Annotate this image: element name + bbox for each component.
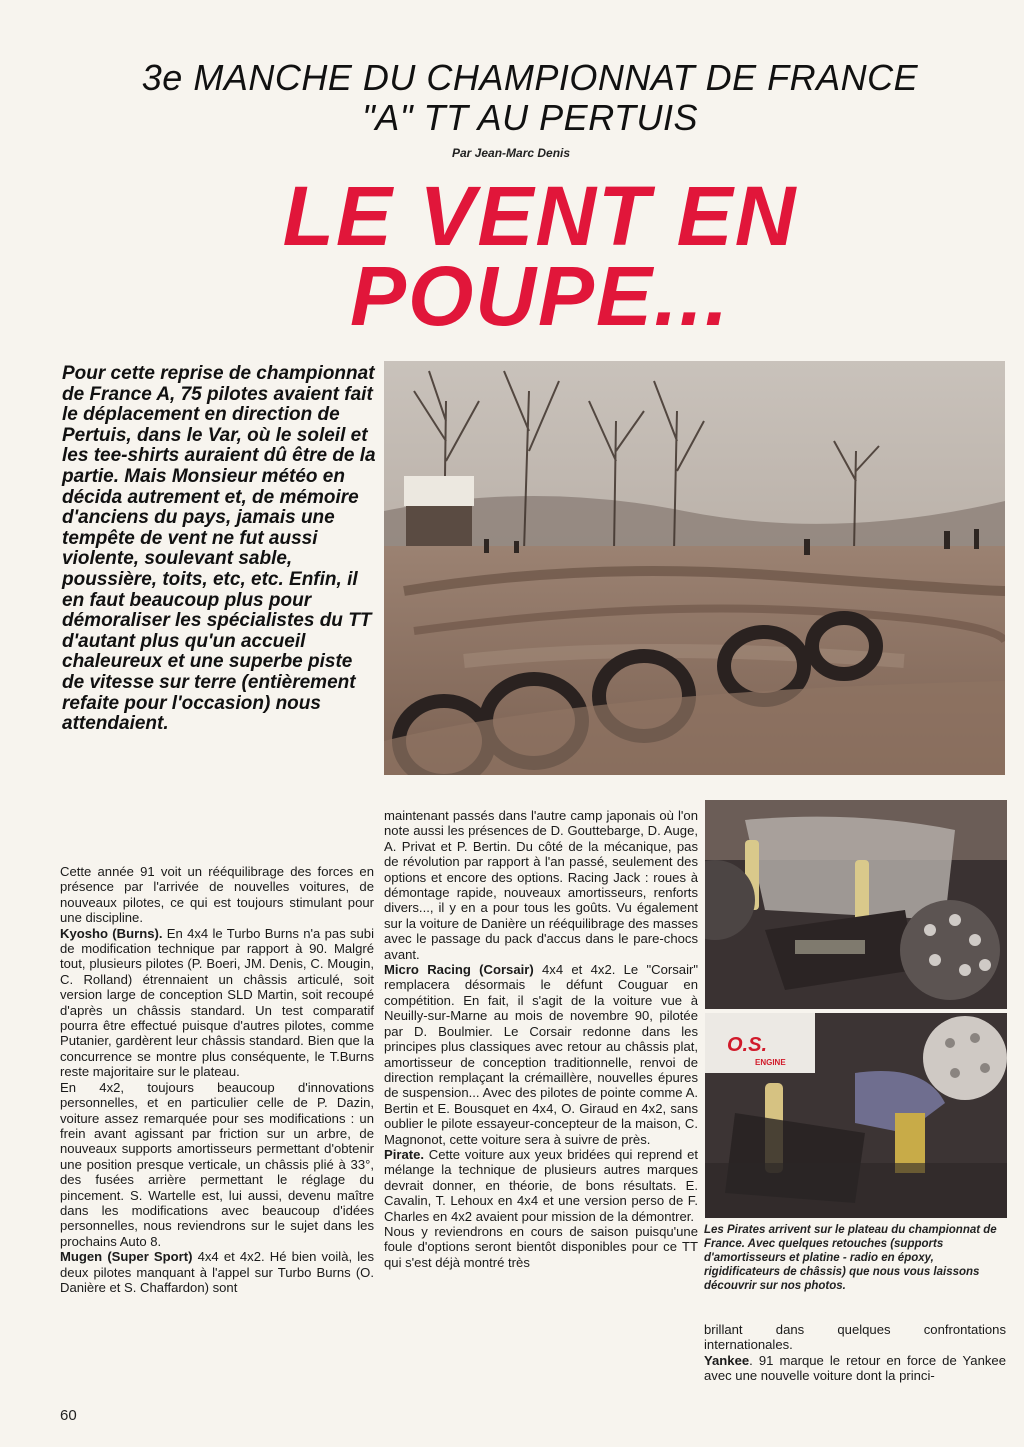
supertitle-line-2: "A" TT AU PERTUIS bbox=[361, 97, 699, 138]
col2-paragraph-micro-racing bbox=[384, 962, 698, 1147]
engine-word-logo: ENGINE bbox=[755, 1058, 786, 1067]
article-headline bbox=[160, 169, 920, 343]
micro-racing-label: Micro Racing (Corsair) bbox=[384, 962, 534, 978]
col1-paragraph-1: Cette année 91 voit un rééquilibrage des forces en présence par l'arrivée de nouvelles voitures, de nouveaux pilotes, ce qui est toujours stimulant pour une discipline. bbox=[60, 864, 374, 926]
engine-brand-logo: O.S. bbox=[727, 1034, 768, 1056]
col2-paragraph-4: Nous y reviendrons en cours de saison puisqu'une foule d'options seront bientôt disponibles pour ce TT qui s'est déjà montré très bbox=[384, 1223, 698, 1270]
col3-paragraph-1: brillant dans quelques confrontations internationales. bbox=[704, 1322, 1006, 1353]
headline-line-2: POUPE... bbox=[349, 249, 731, 343]
col3-paragraph-yankee bbox=[704, 1353, 1006, 1384]
byline: Par Jean-Marc Denis bbox=[452, 146, 571, 160]
intro-paragraph: Pour cette reprise de championnat de France A, 75 pilotes avaient fait le déplacement en direction de Pertuis, dans le Var, où le soleil et les tee-shirts auraient dû être de la partie. Mais Monsieur météo en décida autrement et, de mémoire d'anciens du pays, jamais une tempête de vent ne fut aussi violente, soulevant sable, poussière, toits, etc, etc. Enfin, il en faut beaucoup plus pour démoraliser les spécialistes du TT d'autant plus qu'un accueil chaleureux et une superbe piste de vitesse sur terre (entièrement refaite pour l'occasion) nous attendaient. bbox=[62, 363, 376, 735]
mugen-text: 4x4 et 4x2. Hé bien voilà, les deux pilotes manquant à l'appel sur Turbo Burns (O. Danière et S. Chaffardon) sont bbox=[60, 1249, 374, 1295]
col2-paragraph-1: maintenant passés dans l'autre camp japonais où l'on note aussi les présences de D. Gouttebarge, D. Auge, A. Privat et P. Bertin. Du côté de la mécanique, pas de révolution par rapport à l'an passé, seulement des options et encore des options. Racing Jack : roues à démontage rapide, nouveaux amortisseurs, renforts divers..., il y en a pour tous les goûts. Vu également sur la voiture de Danière un rééquilibrage des masses avec le passage du pack d'accus dans le pare-chocs avant. bbox=[384, 808, 698, 962]
article-supertitle bbox=[60, 58, 1000, 138]
micro-racing-text: 4x4 et 4x2. Le "Corsair" remplacera désormais le défunt Couguar en compétition. En fait, il s'agit de la voiture vue à Neuilly-sur-Marne au mois de novembre 90, pilotée par D. Boulmier. Le Corsair redonne dans les principes plus classiques avec retour au châssis plat, amortisseur de conception traditionnelle, renvoi de direction remplaçant la crémaillère, nouvelles épures de suspension... Avec des pilotes de pointe comme A. Bertin et E. Bousquet en 4x4, O. Giraud en 4x2, sans oublier le pilote essayeur-concepteur de la maison, C. Magnonot, cette voiture sera à suivre de près. bbox=[384, 962, 698, 1147]
article-column-3 bbox=[704, 1322, 1006, 1384]
supertitle-line-1: 3e MANCHE DU CHAMPIONNAT DE FRANCE bbox=[141, 57, 919, 98]
kyosho-text: En 4x4 le Turbo Burns n'a pas subi de modification technique par rapport à 90. Malgré tout, plusieurs pilotes (P. Boeri, JM. Denis, C. Mougin, C. Rolland) étrennaient un châssis articulé, soit version large de conception SLD Martin, soit recoupé d'après un châssis standard. Un test comparatif pourra être effectué puisque d'autres pilotes, comme Putanier, gardèrent leur châssis standard. Bien que la concurrence se montre plus conséquente, le T.Burns reste majoritaire sur le plateau. bbox=[60, 925, 374, 1080]
headline-line-1: LE VENT EN bbox=[282, 169, 798, 263]
photo-caption: Les Pirates arrivent sur le plateau du championnat de France. Avec quelques retouches (supports d'amortisseurs et platine - radio en époxy, rigidificateurs de châssis) que nous vous laissons découvrir sur nos photos. bbox=[704, 1224, 997, 1292]
race-track-photo bbox=[384, 361, 1005, 775]
article-column-1 bbox=[60, 864, 374, 1295]
col1-paragraph-mugen bbox=[60, 1249, 374, 1295]
article-column-2 bbox=[384, 808, 698, 1270]
col1-paragraph-kyosho bbox=[60, 926, 374, 1080]
mugen-label: Mugen (Super Sport) bbox=[60, 1249, 193, 1265]
page-number: 60 bbox=[60, 1407, 77, 1424]
buggy-front-suspension-photo bbox=[705, 800, 1007, 1009]
kyosho-label: Kyosho (Burns). bbox=[60, 925, 163, 941]
col2-paragraph-pirate bbox=[384, 1147, 698, 1224]
pirate-label: Pirate. bbox=[384, 1146, 425, 1162]
buggy-engine-photo bbox=[705, 1013, 1007, 1218]
yankee-label: Yankee bbox=[704, 1352, 750, 1368]
col1-paragraph-3: En 4x2, toujours beaucoup d'innovations personnelles, et en particulier celle de P. Dazin, voiture assez remarquée pour ses modifications : un frein avant agissant par friction sur un arbre, de nouveaux supports amortisseurs permettant d'obtenir une position presque verticale, un châssis plié à 33°, des fusées arrière permettant le réglage du pincement. S. Wartelle est, lui aussi, devenu maître dans les modifications avec beaucoup d'idées personnelles, nous reviendrons sur le sujet dans les prochains Auto 8. bbox=[60, 1079, 374, 1249]
pirate-text: Cette voiture aux yeux bridées qui reprend et mélange la technique de plusieurs autres marques devrait donner, en théorie, de bons résultats. E. Cavalin, T. Lehoux en 4x4 et une version perso de F. Charles en 4x2 avaient pour mission de la démontrer. bbox=[384, 1146, 698, 1224]
yankee-text: . 91 marque le retour en force de Yankee avec une nouvelle voiture dont la princi- bbox=[704, 1352, 1006, 1384]
